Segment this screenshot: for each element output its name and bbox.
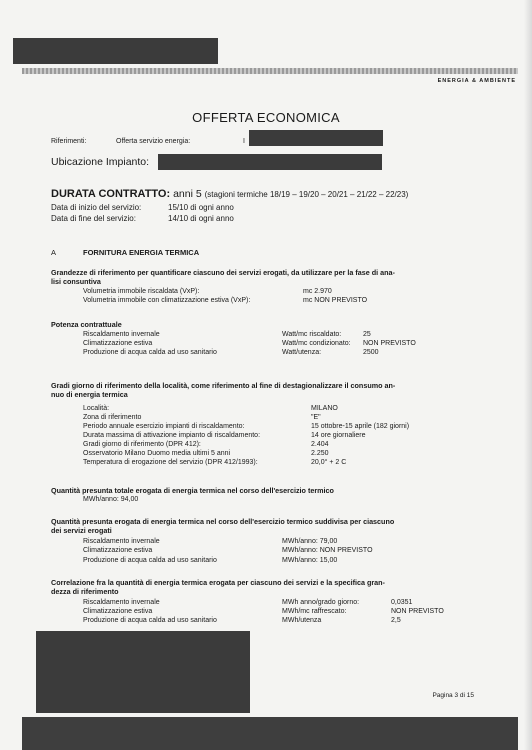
quantita-servizi-title-line2: dei servizi erogati — [51, 526, 112, 535]
potenza-row-label: Produzione di acqua calda ad uso sanitario — [83, 349, 217, 356]
correlazione-title-line2: dezza di riferimento — [51, 587, 119, 596]
durata-detail: (stagioni termiche 18/19 – 19/20 – 20/21 – 21/22 – 22/23) — [204, 190, 409, 199]
potenza-row-unit: Watt/mc riscaldato: — [282, 331, 342, 338]
correlazione-title-line1: Correlazione fra la quantità di energia termica erogata per ciascuno dei servizi e la specifica gran- — [51, 578, 385, 587]
quantita-servizi-title — [51, 517, 394, 535]
correlazione-row-value: NON PREVISTO — [391, 608, 444, 615]
data-fine-value: 14/10 di ogni anno — [168, 214, 234, 223]
redacted-location — [158, 154, 382, 170]
section-letter: A — [51, 248, 57, 257]
durata-contratto — [51, 188, 408, 200]
gradi-title-line1: Gradi giorno di riferimento della località, come riferimento al fine di destagionalizzare il consumo an- — [51, 381, 396, 390]
data-inizio-value: 15/10 di ogni anno — [168, 203, 234, 212]
gradi-row-label: Durata massima di attivazione impianto di riscaldamento: — [83, 432, 261, 439]
correlazione-row-value: 0,0351 — [391, 599, 413, 606]
redacted-footer-bar — [22, 717, 518, 750]
correlazione-row-label: Produzione di acqua calda ad uso sanitario — [83, 617, 217, 624]
data-inizio-label: Data di inizio del servizio: — [51, 203, 142, 212]
potenza-row-unit: Watt/mc condizionato: — [282, 340, 351, 347]
quantita-servizi-row-value: MWh/anno: 15,00 — [282, 557, 338, 564]
quantita-servizi-row-label: Produzione di acqua calda ad uso sanitario — [83, 557, 217, 564]
potenza-row-unit: Watt/utenza: — [282, 349, 322, 356]
grandezze-title — [51, 268, 395, 286]
grandezze-title-line2: lisi consuntiva — [51, 277, 101, 286]
gradi-row-value: 15 ottobre-15 aprile (182 giorni) — [311, 423, 410, 430]
potenza-row-value: 2500 — [363, 349, 379, 356]
grandezze-row-label: Volumetria immobile con climatizzazione estiva (VxP): — [83, 297, 251, 304]
grandezze-row-label: Volumetria immobile riscaldata (VxP): — [83, 288, 200, 295]
quantita-servizi-row-value: MWh/anno: NON PREVISTO — [282, 547, 373, 554]
quantita-servizi-row-label: Riscaldamento invernale — [83, 538, 160, 545]
gradi-title — [51, 381, 395, 399]
riferimenti-label: Riferimenti: — [51, 138, 87, 145]
potenza-row-label: Riscaldamento invernale — [83, 331, 160, 338]
gradi-row-label: Zona di riferimento — [83, 414, 142, 421]
gradi-row-label: Temperatura di erogazione del servizio (DPR 412/1993): — [83, 459, 258, 466]
potenza-row-value: NON PREVISTO — [363, 340, 416, 347]
gradi-row-value: 2.250 — [311, 450, 329, 457]
header-rule — [22, 68, 518, 74]
correlazione-row-unit: MWh/mc raffrescato: — [282, 608, 347, 615]
gradi-row-value: "E" — [311, 414, 321, 421]
quantita-servizi-row-label: Climatizzazione estiva — [83, 547, 153, 554]
potenza-row-value: 25 — [363, 331, 371, 338]
page-number: Pagina 3 di 15 — [432, 692, 474, 699]
potenza-row-label: Climatizzazione estiva — [83, 340, 153, 347]
gradi-row-label: Località: — [83, 405, 110, 412]
redacted-signature-block — [36, 631, 250, 713]
durata-label: DURATA CONTRATTO: — [51, 188, 171, 200]
quantita-totale-value: MWh/anno: 94,00 — [83, 496, 139, 503]
grandezze-row-value: mc NON PREVISTO — [303, 297, 368, 304]
gradi-row-label: Periodo annuale esercizio impianti di riscaldamento: — [83, 423, 245, 430]
ubicazione-label: Ubicazione Impianto: — [51, 156, 150, 168]
riferimenti-mark: I — [243, 138, 245, 145]
correlazione-title — [51, 578, 385, 596]
quantita-servizi-title-line1: Quantità presunta erogata di energia termica nel corso dell'esercizio termico suddivisa per ciascuno — [51, 517, 395, 526]
redacted-offer-reference — [249, 130, 383, 146]
redacted-logo — [13, 38, 218, 64]
correlazione-row-label: Riscaldamento invernale — [83, 599, 160, 606]
gradi-row-value: 20,0° + 2 C — [311, 459, 347, 466]
correlazione-row-unit: MWh anno/grado giorno: — [282, 599, 360, 606]
potenza-title: Potenza contrattuale — [51, 320, 122, 329]
correlazione-row-value: 2,5 — [391, 617, 401, 624]
gradi-row-value: 14 ore giornaliere — [311, 432, 366, 439]
grandezze-title-line1: Grandezze di riferimento per quantificare ciascuno dei servizi erogati, da utilizzare per la fase di ana- — [51, 268, 395, 277]
section-title: FORNITURA ENERGIA TERMICA — [83, 248, 200, 257]
correlazione-row-label: Climatizzazione estiva — [83, 608, 153, 615]
durata-value: anni 5 — [173, 188, 202, 200]
grandezze-row-value: mc 2.970 — [303, 288, 332, 295]
gradi-row-value: 2.404 — [311, 441, 329, 448]
gradi-row-value: MILANO — [311, 405, 338, 412]
gradi-row-label: Osservatorio Milano Duomo media ultimi 5 anni — [83, 450, 231, 457]
gradi-row-label: Gradi giorno di riferimento (DPR 412): — [83, 441, 201, 448]
correlazione-row-unit: MWh/utenza — [282, 617, 322, 624]
quantita-servizi-row-value: MWh/anno: 79,00 — [282, 538, 338, 545]
riferimenti-offerta-label: Offerta servizio energia: — [116, 138, 191, 145]
data-fine-label: Data di fine del servizio: — [51, 214, 136, 223]
quantita-totale-title: Quantità presunta totale erogata di energia termica nel corso dell'esercizio termico — [51, 486, 334, 495]
page-title: OFFERTA ECONOMICA — [192, 110, 340, 125]
header-tag: ENERGIA & AMBIENTE — [437, 78, 516, 84]
gradi-title-line2: nuo di energia termica — [51, 390, 128, 399]
